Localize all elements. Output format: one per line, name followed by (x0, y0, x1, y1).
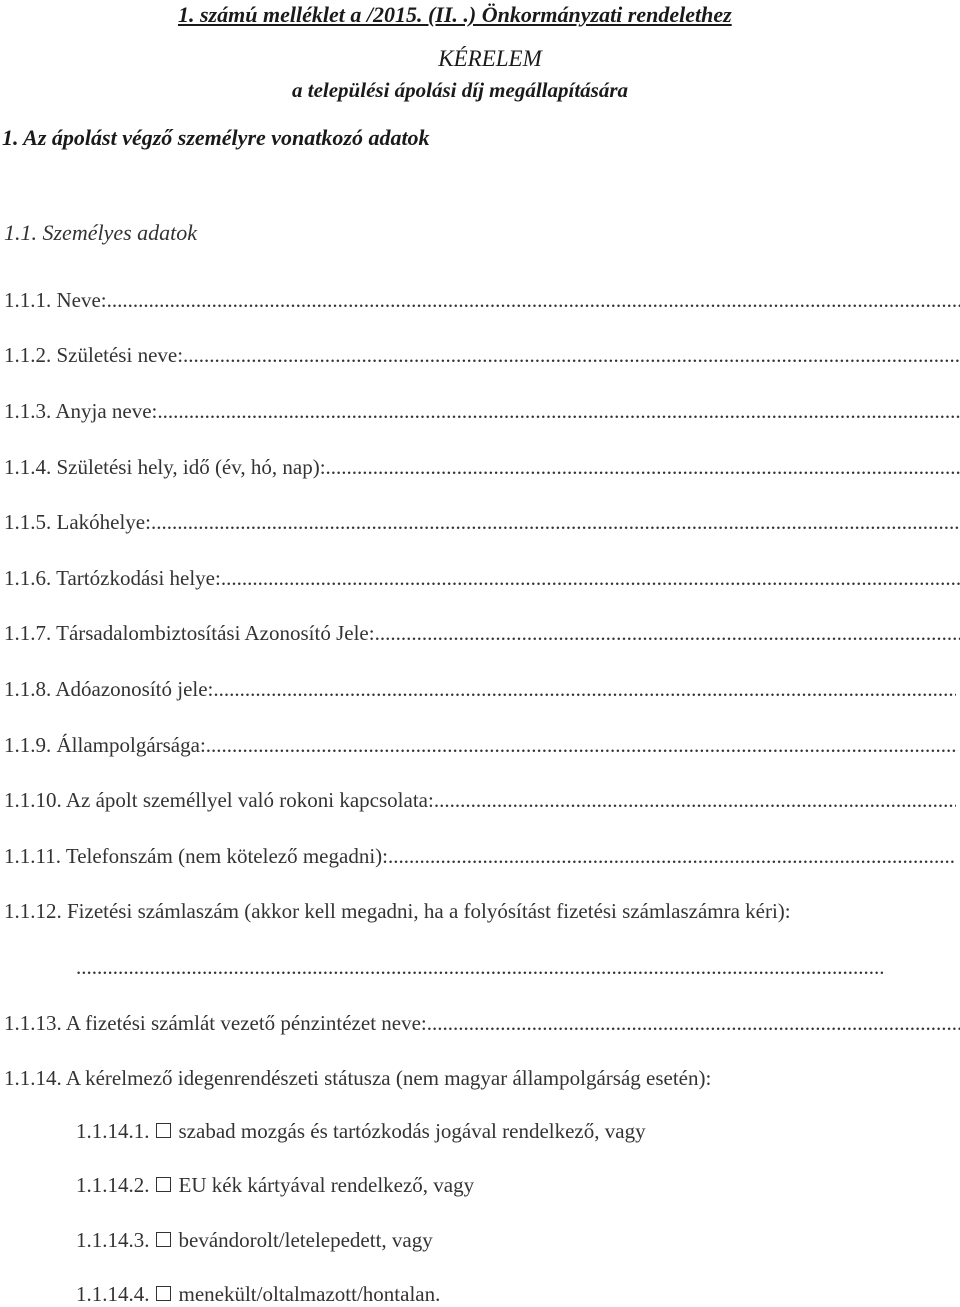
field-label: 1.1.10. Az ápolt személlyel való rokoni kapcsolata: (4, 788, 434, 812)
checkbox[interactable] (156, 1177, 171, 1192)
option-number: 1.1.14.1. (76, 1119, 150, 1143)
field-label: 1.1.5. Lakóhelye: (4, 510, 151, 534)
field-label: 1.1.2. Születési neve: (4, 343, 184, 367)
option-number: 1.1.14.2. (76, 1173, 150, 1197)
birth-name-field[interactable] (4, 343, 960, 368)
field-label: 1.1.6. Tartózkodási helye: (4, 566, 221, 590)
status-option-free-movement[interactable] (76, 1119, 646, 1144)
status-option-settled[interactable] (76, 1228, 433, 1253)
option-text: szabad mozgás és tartózkodás jogával rendelkező, vagy (178, 1119, 646, 1143)
field-label: 1.1.11. Telefonszám (nem kötelező megadni): (4, 844, 388, 868)
fill-line[interactable] (151, 510, 960, 535)
birth-place-date-field[interactable] (4, 455, 960, 480)
name-field[interactable] (4, 288, 960, 313)
field-label: 1.1.3. Anyja neve: (4, 399, 158, 423)
subsection-heading: 1.1. Személyes adatok (4, 220, 198, 245)
document-title: KÉRELEM (438, 46, 542, 71)
phone-field[interactable] (4, 844, 956, 869)
status-option-refugee[interactable] (76, 1282, 440, 1307)
fill-line[interactable] (183, 343, 960, 368)
field-label: 1.1.12. Fizetési számlaszám (akkor kell megadni, ha a folyósítást fizetési számlaszámra kéri): (4, 899, 791, 923)
field-label: 1.1.13. A fizetési számlát vezető pénzintézet neve: (4, 1011, 427, 1035)
bank-account-fill-line[interactable] (76, 955, 886, 980)
bank-account-label (4, 899, 960, 924)
fill-line[interactable] (375, 621, 960, 646)
fill-line[interactable] (434, 788, 956, 813)
fill-line[interactable] (427, 1011, 960, 1036)
social-security-number-field[interactable] (4, 621, 960, 646)
option-text: EU kék kártyával rendelkező, vagy (178, 1173, 475, 1197)
immigration-status-label (4, 1066, 960, 1091)
document-subtitle: a települési ápolási díj megállapítására (292, 78, 628, 102)
field-label: 1.1.4. Születési hely, idő (év, hó, nap): (4, 455, 326, 479)
relationship-field[interactable] (4, 788, 956, 813)
field-label: 1.1.9. Állampolgársága: (4, 733, 206, 757)
bank-name-field[interactable] (4, 1011, 960, 1036)
checkbox[interactable] (156, 1232, 171, 1247)
citizenship-field[interactable] (4, 733, 958, 758)
option-text: bevándorolt/letelepedett, vagy (178, 1228, 433, 1252)
fill-line[interactable] (157, 399, 960, 424)
fill-line[interactable] (221, 566, 960, 591)
annex-title: 1. számú melléklet a /2015. (II. .) Önkormányzati rendelethez (178, 2, 732, 27)
status-option-eu-blue-card[interactable] (76, 1173, 474, 1198)
field-label: 1.1.8. Adóazonosító jele: (4, 677, 214, 701)
fill-line[interactable] (326, 455, 960, 480)
tax-id-field[interactable] (4, 677, 956, 702)
field-label: 1.1.1. Neve: (4, 288, 107, 312)
option-number: 1.1.14.4. (76, 1282, 150, 1306)
fill-line[interactable] (388, 844, 956, 869)
fill-line[interactable] (107, 288, 960, 313)
checkbox[interactable] (156, 1123, 171, 1138)
section-heading: 1. Az ápolást végző személyre vonatkozó adatok (2, 125, 430, 150)
field-label: 1.1.14. A kérelmező idegenrendészeti státusza (nem magyar állampolgárság esetén): (4, 1066, 712, 1090)
fill-line[interactable] (213, 677, 956, 702)
temporary-residence-field[interactable] (4, 566, 960, 591)
mother-name-field[interactable] (4, 399, 960, 424)
option-number: 1.1.14.3. (76, 1228, 150, 1252)
residence-field[interactable] (4, 510, 960, 535)
field-label: 1.1.7. Társadalombiztosítási Azonosító Jele: (4, 621, 375, 645)
checkbox[interactable] (156, 1286, 171, 1301)
fill-line[interactable] (206, 733, 958, 758)
option-text: menekült/oltalmazott/hontalan. (178, 1282, 441, 1306)
